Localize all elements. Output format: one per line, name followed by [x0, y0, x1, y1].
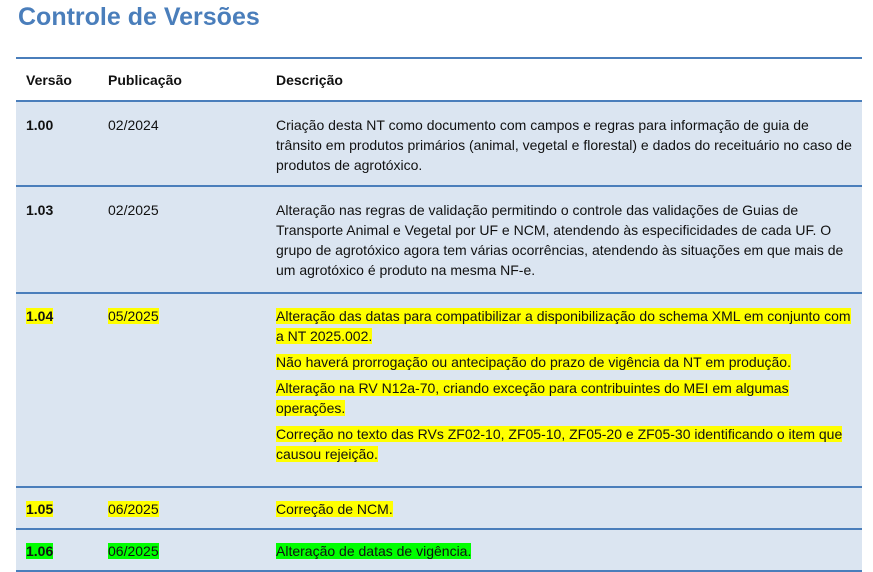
table-row: [16, 487, 862, 529]
version-cell: [16, 186, 98, 293]
header-version: Versão: [16, 58, 98, 101]
publication-cell: [98, 487, 266, 529]
description-cell: [266, 186, 862, 293]
version-value: 1.05: [26, 501, 54, 517]
table-row: [16, 186, 862, 293]
description-text: Alteração nas regras de validação permitindo o controle das validações de Guias de Transporte Animal e Vegetal por UF e NCM, atendendo às especificidades de cada UF. O grupo de agrotóxico agora tem várias ocorrências, atendendo às situações em que mais de um agrotóxico é produto na mesma NF-e.: [276, 202, 844, 278]
publication-value: 02/2024: [108, 117, 159, 133]
table-row: [16, 101, 862, 186]
publication-value: 05/2025: [108, 308, 159, 324]
description-text: Alteração das datas para compatibilizar a disponibilização do schema XML em conjunto com a NT 2025.002.: [276, 308, 851, 344]
description-cell: [266, 101, 862, 186]
version-cell: [16, 293, 98, 487]
version-cell: [16, 487, 98, 529]
publication-cell: [98, 186, 266, 293]
version-value: 1.00: [26, 117, 54, 133]
version-value: 1.06: [26, 543, 54, 559]
description-cell: [266, 293, 862, 487]
version-control-table: [16, 57, 862, 572]
description-text: Correção no texto das RVs ZF02-10, ZF05-10, ZF05-20 e ZF05-30 identificando o item que causou rejeição.: [276, 426, 843, 462]
description-text: Alteração de datas de vigência.: [276, 543, 472, 559]
page-title: Controle de Versões: [18, 3, 260, 31]
version-value: 1.04: [26, 308, 54, 324]
publication-cell: [98, 101, 266, 186]
table-header-row: [16, 58, 862, 101]
version-value: 1.03: [26, 202, 54, 218]
publication-value: 02/2025: [108, 202, 159, 218]
header-publication: Publicação: [98, 58, 266, 101]
description-text: Não haverá prorrogação ou antecipação do prazo de vigência da NT em produção.: [276, 354, 791, 370]
header-description: Descrição: [266, 58, 862, 101]
version-cell: [16, 101, 98, 186]
table-row: [16, 293, 862, 487]
publication-value: 06/2025: [108, 501, 159, 517]
description-cell: [266, 487, 862, 529]
publication-value: 06/2025: [108, 543, 159, 559]
publication-cell: [98, 293, 266, 487]
description-text: Criação desta NT como documento com campos e regras para informação de guia de trânsito em produtos primários (animal, vegetal e florestal) e dados do receituário no caso de produtos de agrotóxico.: [276, 117, 852, 173]
description-text: Correção de NCM.: [276, 501, 393, 517]
description-text: Alteração na RV N12a-70, criando exceção para contribuintes do MEI em algumas operações.: [276, 380, 789, 416]
